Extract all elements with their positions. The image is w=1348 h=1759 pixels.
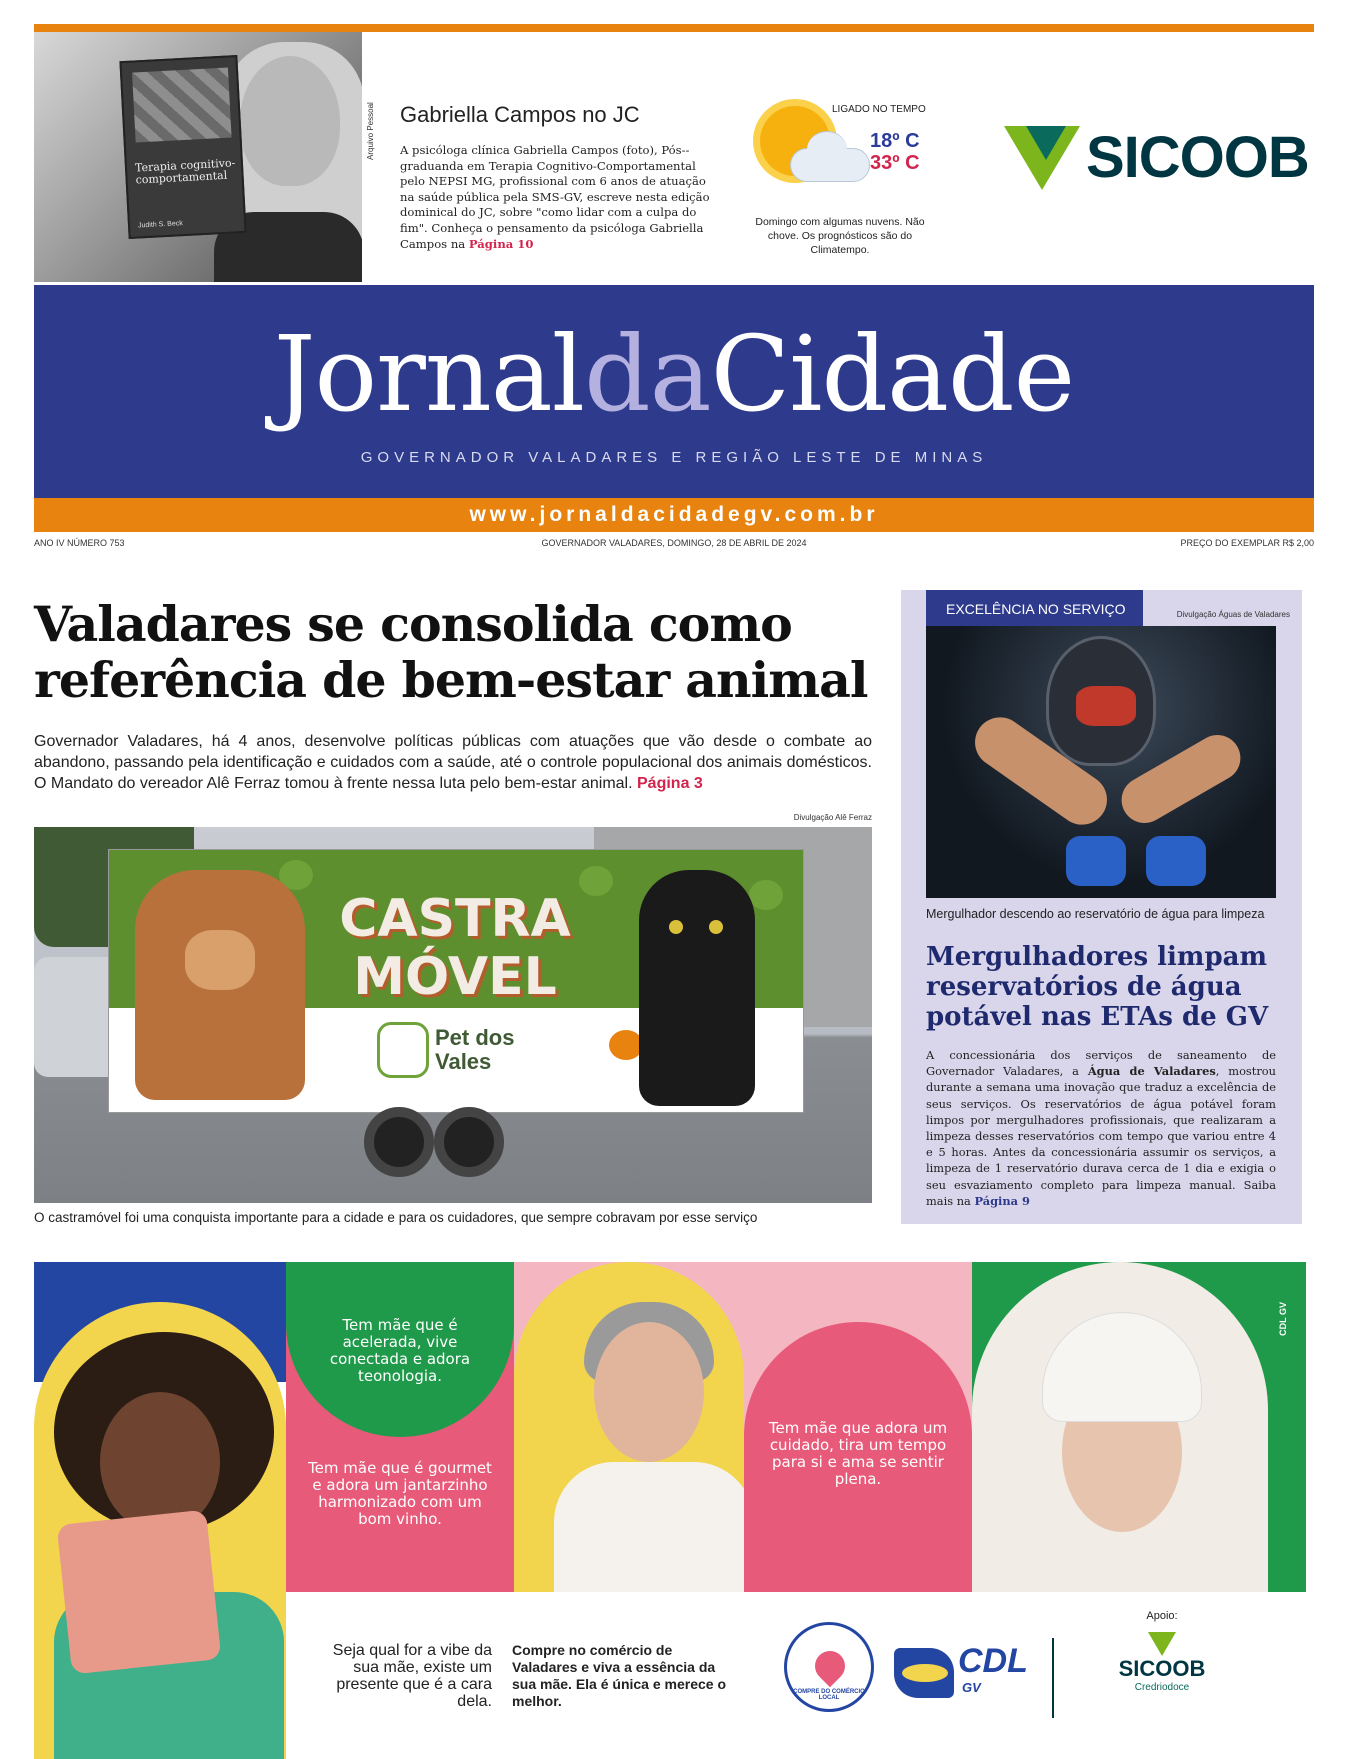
masthead-title[interactable]: [34, 313, 1314, 435]
trailer-castra-movel-text: CASTRA MÓVEL: [339, 889, 571, 1007]
trailer-wheel: [364, 1107, 434, 1177]
sicoob-logo[interactable]: [1004, 120, 1314, 200]
title-jornal: Jornal: [273, 313, 585, 435]
teaser-photo-credit: Arquivo Pessoal: [366, 102, 375, 160]
pet-logo-icon: [377, 1022, 429, 1078]
side-body: [926, 1047, 1276, 1209]
comercio-local-seal: [784, 1622, 874, 1712]
site-url[interactable]: www.jornaldacidadegv.com.br: [34, 498, 1314, 532]
ad-message-gourmet: Tem mãe que é gourmet e adora um jantarzinho harmonizado com um bom vinho.: [308, 1459, 492, 1528]
temp-max: 33º C: [870, 152, 920, 174]
woman-shirt: [554, 1462, 754, 1592]
price: PREÇO DO EXEMPLAR R$ 2,00: [1180, 538, 1314, 548]
ad-message-selfcare: Tem mãe que adora um cuidado, tira um tempo para si e ama se sentir plena.: [768, 1419, 948, 1488]
ad-panel-1: [34, 1262, 286, 1759]
pet-dos-vales-logo: [377, 1018, 517, 1088]
ad-call-to-action: Compre no comércio de Valadares e viva a essência da sua mãe. Ela é única e merece o melhor.: [512, 1642, 727, 1709]
book-author: Judith S. Beck: [137, 220, 183, 230]
sicoob-mark-inner-icon: [1026, 126, 1066, 160]
masthead: [34, 285, 1314, 498]
cloud-icon: [790, 148, 870, 182]
cdl-wordmark: CDL: [958, 1642, 1028, 1680]
ad-panel-5: [972, 1262, 1268, 1592]
woman-face: [594, 1322, 704, 1462]
cat-graphic: [639, 870, 755, 1106]
paw-icon: [609, 1030, 643, 1060]
book-title: Terapia cognitivo-comportamental: [134, 156, 236, 187]
teaser-page-ref[interactable]: Página 10: [468, 236, 534, 251]
ad-tagline: Seja qual for a vibe da sua mãe, existe um presente que é a cara dela.: [332, 1642, 492, 1710]
top-accent-bar: [34, 24, 1314, 32]
sicoob-small-name: SICOOB: [1118, 1656, 1206, 1681]
sicoob-small-sub: Credriodoce: [1134, 1682, 1190, 1693]
mothers-day-ad[interactable]: [34, 1262, 1306, 1759]
teaser-title[interactable]: Gabriella Campos no JC: [400, 102, 640, 127]
side-section-tag: EXCELÊNCIA NO SERVIÇO: [926, 590, 1143, 628]
seal-text: COMPRE DO COMÉRCIO LOCAL: [793, 1689, 865, 1701]
photo-face: [240, 56, 340, 186]
side-photo-credit: Divulgação Águas de Valadares: [1176, 610, 1290, 619]
dateline: GOVERNADOR VALADARES, DOMINGO, 28 DE ABRIL DE 2024: [541, 538, 807, 548]
title-da: da: [584, 313, 711, 435]
castramovel-photo: [34, 827, 872, 1203]
ad-footer: [286, 1592, 1306, 1759]
side-body-bold: Água de Valadares: [1087, 1064, 1216, 1079]
dog-graphic: [135, 870, 305, 1100]
book-pattern: [132, 68, 232, 143]
weather-note: Domingo com algumas nuvens. Não chove. Os prognósticos são do Climatempo.: [755, 216, 925, 256]
diver-glove: [1066, 836, 1126, 886]
main-page-ref[interactable]: Página 3: [637, 775, 703, 792]
dog-snout: [185, 930, 255, 990]
issue-number: ANO IV NÚMERO 753: [34, 538, 125, 548]
apoio-label: Apoio:: [1146, 1610, 1178, 1622]
ad-divider: [1052, 1638, 1054, 1718]
pet-logo-text: Pet dos Vales: [435, 1025, 515, 1074]
teaser-body: [400, 143, 720, 252]
ad-panel-3: [514, 1262, 744, 1592]
cdl-sub: GV: [962, 1680, 981, 1695]
side-photo-caption: Mergulhador descendo ao reservatório de água para limpeza: [926, 907, 1265, 921]
ad-message-tech: Tem mãe que é acelerada, vive conectada e adora teonologia.: [329, 1316, 471, 1385]
trailer-body: [108, 849, 804, 1113]
paw-icon: [749, 880, 783, 910]
tablet-graphic: [57, 1510, 222, 1675]
sicoob-wordmark: SICOOB: [1086, 125, 1309, 190]
photo-book: [119, 55, 246, 239]
weather-widget: [740, 88, 940, 258]
sicoob-mark-icon: [1148, 1632, 1176, 1656]
diver-glove: [1146, 836, 1206, 886]
cat-eye: [669, 920, 683, 934]
temp-min: 18º C: [870, 130, 920, 152]
diver-photo: [926, 626, 1276, 898]
main-headline[interactable]: Valadares se consolida como referência de bem-estar animal: [34, 595, 868, 709]
heart-icon: [809, 1645, 851, 1687]
side-headline[interactable]: Mergulhadores limpam reservatórios de água potável nas ETAs de GV: [926, 942, 1269, 1032]
cdl-logo: [894, 1642, 1028, 1702]
teaser-text: A psicóloga clínica Gabriella Campos (foto), Pós--graduanda em Terapia Cognitivo-Comportamental pelo NEPSI MG, profissional com 6 anos de atuação na saúde pública pela SMS-GV, escreve nesta edição dominical do JC, sobre "como lidar com a culpa do fim". Conheça o pensamento da psicóloga Gabriella Campos na: [400, 143, 710, 251]
teaser-photo: [34, 32, 362, 282]
ad-side-strip-label: CDL GV: [1278, 1302, 1288, 1336]
diver-mask: [1076, 686, 1136, 726]
main-lede: [34, 731, 872, 794]
main-photo-caption: O castramóvel foi uma conquista importante para a cidade e para os cuidadores, que sempre cobravam por esse serviço: [34, 1210, 758, 1225]
ad-panel-2: [286, 1262, 514, 1592]
title-cidade: Cidade: [710, 313, 1075, 435]
side-body-text-a: A concessionária dos serviços de saneamento de Governador Valadares, a: [926, 1048, 1276, 1079]
woman-face: [100, 1392, 220, 1532]
masthead-subtitle: GOVERNADOR VALADARES E REGIÃO LESTE DE MINAS: [360, 449, 988, 466]
side-body-text-b: , mostrou durante a semana uma inovação que traduz a excelência de seus serviços. Os reservatórios de água potável foram limpos por mergulhadores profissionais, que realizaram a limpeza desses reservatórios com tempo que variou entre 4 e 5 horas. Antes da concessionária assumir os serviços, a limpeza de 1 reservatório durava cerca de 1 dia e exigia o seu esvaziamento completo para limpeza manual. Saiba mais na: [926, 1064, 1276, 1208]
edition-meta: [34, 538, 1314, 552]
sicoob-small-logo: [1102, 1632, 1222, 1693]
trailer-wheel: [434, 1107, 504, 1177]
main-photo-credit: Divulgação Alê Ferraz: [793, 813, 872, 822]
cdl-flag-stripe: [902, 1664, 948, 1682]
weather-label: LIGADO NO TEMPO: [832, 104, 926, 115]
cat-eye: [709, 920, 723, 934]
lede-text: Governador Valadares, há 4 anos, desenvolve políticas públicas com atuações que vão desde o combate ao abandono, passando pela identificação e cuidados com a saúde, até o controle populacional dos animais domésticos. O Mandato do vereador Alê Ferraz tomou à frente nessa luta pelo bem-estar animal.: [34, 733, 872, 792]
side-page-ref[interactable]: Página 9: [974, 1193, 1030, 1208]
